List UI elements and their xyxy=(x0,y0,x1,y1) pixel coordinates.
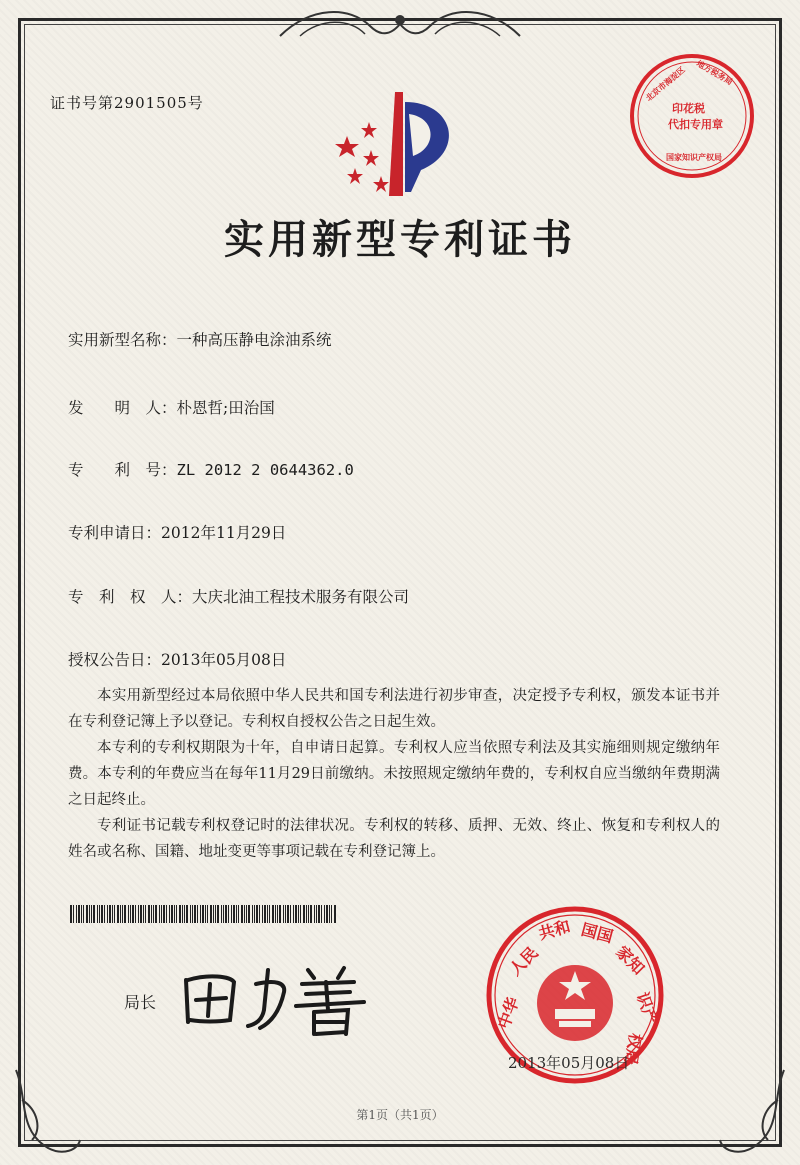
field-value: 一种高压静电涂油系统 xyxy=(176,331,332,349)
certificate-number: 证书号第2901505号 xyxy=(50,94,204,112)
field-value: ZL 2012 2 0644362.0 xyxy=(176,461,354,479)
field-utility-model-name xyxy=(68,328,332,350)
field-grant-date xyxy=(68,648,286,670)
seal-date: 2013年05月08日 xyxy=(508,1054,630,1072)
body-paragraph: 本实用新型经过本局依照中华人民共和国专利法进行初步审查，决定授予专利权，颁发本证书并在专利登记簿上予以登记。专利权自授权公告之日起生效。 xyxy=(68,688,720,730)
field-label: 专 利 号： xyxy=(68,461,177,479)
svg-text:识产: 识产 xyxy=(632,989,662,1027)
body-paragraph: 专利证书记载专利权登记时的法律状况。专利权的转移、质押、无效、终止、恢复和专利权人的姓名或名称、国籍、地址变更等事项记载在专利登记簿上。 xyxy=(68,818,720,860)
field-label: 专利申请日： xyxy=(68,524,162,542)
svg-text:印花税: 印花税 xyxy=(672,102,705,115)
field-label: 授权公告日： xyxy=(68,651,162,669)
svg-text:国国: 国国 xyxy=(579,919,616,947)
field-inventor xyxy=(68,396,275,418)
field-label: 专 利 权 人： xyxy=(68,588,193,606)
director-label: 局长 xyxy=(124,993,157,1012)
field-value: 朴恩哲;田治国 xyxy=(176,399,275,417)
field-patent-number xyxy=(68,458,354,480)
field-value: 2013年05月08日 xyxy=(161,651,287,669)
svg-text:地方税务局: 地方税务局 xyxy=(694,58,735,87)
field-label: 实用新型名称： xyxy=(68,331,177,349)
page-footer: 第1页（共1页） xyxy=(356,1108,444,1122)
certificate-body xyxy=(68,683,720,865)
body-paragraph: 本专利的专利权期限为十年，自申请日起算。专利权人应当依照专利法及其实施细则规定缴纳年费。本专利的年费应当在每年11月29日前缴纳。未按照规定缴纳年费的，专利权自应当缴纳年费期满之日起终止。 xyxy=(68,740,720,808)
field-value: 2012年11月29日 xyxy=(161,524,287,542)
director-signature xyxy=(168,950,388,1040)
field-value: 大庆北油工程技术服务有限公司 xyxy=(192,588,410,606)
field-label: 发 明 人： xyxy=(68,399,177,417)
svg-text:国家知识产权局: 国家知识产权局 xyxy=(666,153,722,162)
svg-text:共和: 共和 xyxy=(536,916,573,944)
field-application-date xyxy=(68,521,286,543)
tax-seal-stamp xyxy=(628,52,756,180)
document-title: 实用新型专利证书 xyxy=(224,216,576,263)
patent-office-emblem xyxy=(325,92,475,202)
field-patentee xyxy=(68,585,409,607)
svg-text:代扣专用章: 代扣专用章 xyxy=(668,118,723,131)
top-ornament xyxy=(270,6,530,46)
svg-text:人民: 人民 xyxy=(505,943,542,980)
svg-text:权局: 权局 xyxy=(620,1031,646,1067)
barcode xyxy=(70,905,338,923)
svg-text:家知: 家知 xyxy=(612,942,649,979)
svg-text:北京市海淀区: 北京市海淀区 xyxy=(644,65,687,103)
svg-text:中华: 中华 xyxy=(493,994,523,1032)
